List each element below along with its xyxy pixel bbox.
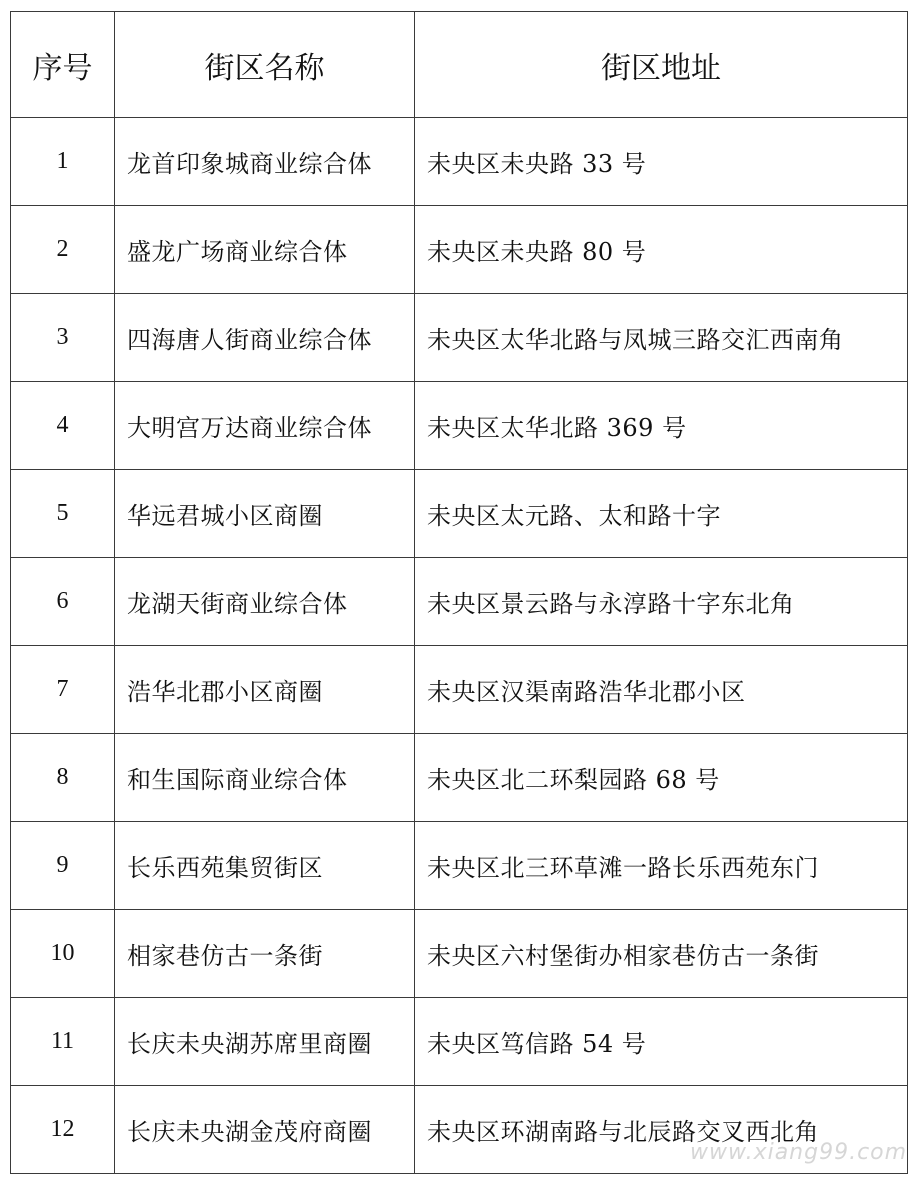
row-seq: 1 xyxy=(11,118,115,206)
table-header xyxy=(11,12,908,118)
table-row xyxy=(11,910,908,998)
row-block-name: 长乐西苑集贸街区 xyxy=(115,822,415,910)
row-block-address: 未央区六村堡街办相家巷仿古一条街 xyxy=(415,910,908,998)
header-row xyxy=(11,12,908,118)
table-row xyxy=(11,206,908,294)
row-block-address: 未央区北三环草滩一路长乐西苑东门 xyxy=(415,822,908,910)
row-block-address: 未央区太华北路与凤城三路交汇西南角 xyxy=(415,294,908,382)
row-seq: 9 xyxy=(11,822,115,910)
header-block-address: 街区地址 xyxy=(415,12,908,118)
row-block-name: 盛龙广场商业综合体 xyxy=(115,206,415,294)
row-seq: 12 xyxy=(11,1086,115,1174)
table-row xyxy=(11,822,908,910)
row-block-address: 未央区未央路 33 号 xyxy=(415,118,908,206)
table-body xyxy=(11,118,908,1174)
header-seq: 序号 xyxy=(11,12,115,118)
row-block-name: 华远君城小区商圈 xyxy=(115,470,415,558)
header-block-name: 街区名称 xyxy=(115,12,415,118)
row-seq: 2 xyxy=(11,206,115,294)
table-row xyxy=(11,646,908,734)
table-row xyxy=(11,118,908,206)
row-block-name: 长庆未央湖苏席里商圈 xyxy=(115,998,415,1086)
table-row xyxy=(11,294,908,382)
row-block-name: 和生国际商业综合体 xyxy=(115,734,415,822)
row-seq: 8 xyxy=(11,734,115,822)
row-block-name: 浩华北郡小区商圈 xyxy=(115,646,415,734)
row-block-address: 未央区环湖南路与北辰路交叉西北角 xyxy=(415,1086,908,1174)
row-seq: 3 xyxy=(11,294,115,382)
table-row xyxy=(11,470,908,558)
row-seq: 7 xyxy=(11,646,115,734)
row-seq: 10 xyxy=(11,910,115,998)
row-block-address: 未央区未央路 80 号 xyxy=(415,206,908,294)
row-block-address: 未央区太华北路 369 号 xyxy=(415,382,908,470)
table-row xyxy=(11,998,908,1086)
row-block-name: 相家巷仿古一条街 xyxy=(115,910,415,998)
watermark: www.xiang99.com xyxy=(690,1140,908,1165)
row-seq: 6 xyxy=(11,558,115,646)
row-block-address: 未央区太元路、太和路十字 xyxy=(415,470,908,558)
row-block-name: 龙首印象城商业综合体 xyxy=(115,118,415,206)
row-block-address: 未央区景云路与永淳路十字东北角 xyxy=(415,558,908,646)
row-block-name: 龙湖天街商业综合体 xyxy=(115,558,415,646)
row-seq: 4 xyxy=(11,382,115,470)
row-block-address: 未央区北二环梨园路 68 号 xyxy=(415,734,908,822)
table-row xyxy=(11,558,908,646)
row-block-name: 长庆未央湖金茂府商圈 xyxy=(115,1086,415,1174)
row-seq: 5 xyxy=(11,470,115,558)
row-block-name: 大明宫万达商业综合体 xyxy=(115,382,415,470)
street-block-table xyxy=(10,11,908,1174)
row-block-address: 未央区笃信路 54 号 xyxy=(415,998,908,1086)
row-block-address: 未央区汉渠南路浩华北郡小区 xyxy=(415,646,908,734)
row-block-name: 四海唐人街商业综合体 xyxy=(115,294,415,382)
table-row xyxy=(11,382,908,470)
row-seq: 11 xyxy=(11,998,115,1086)
table-row xyxy=(11,734,908,822)
